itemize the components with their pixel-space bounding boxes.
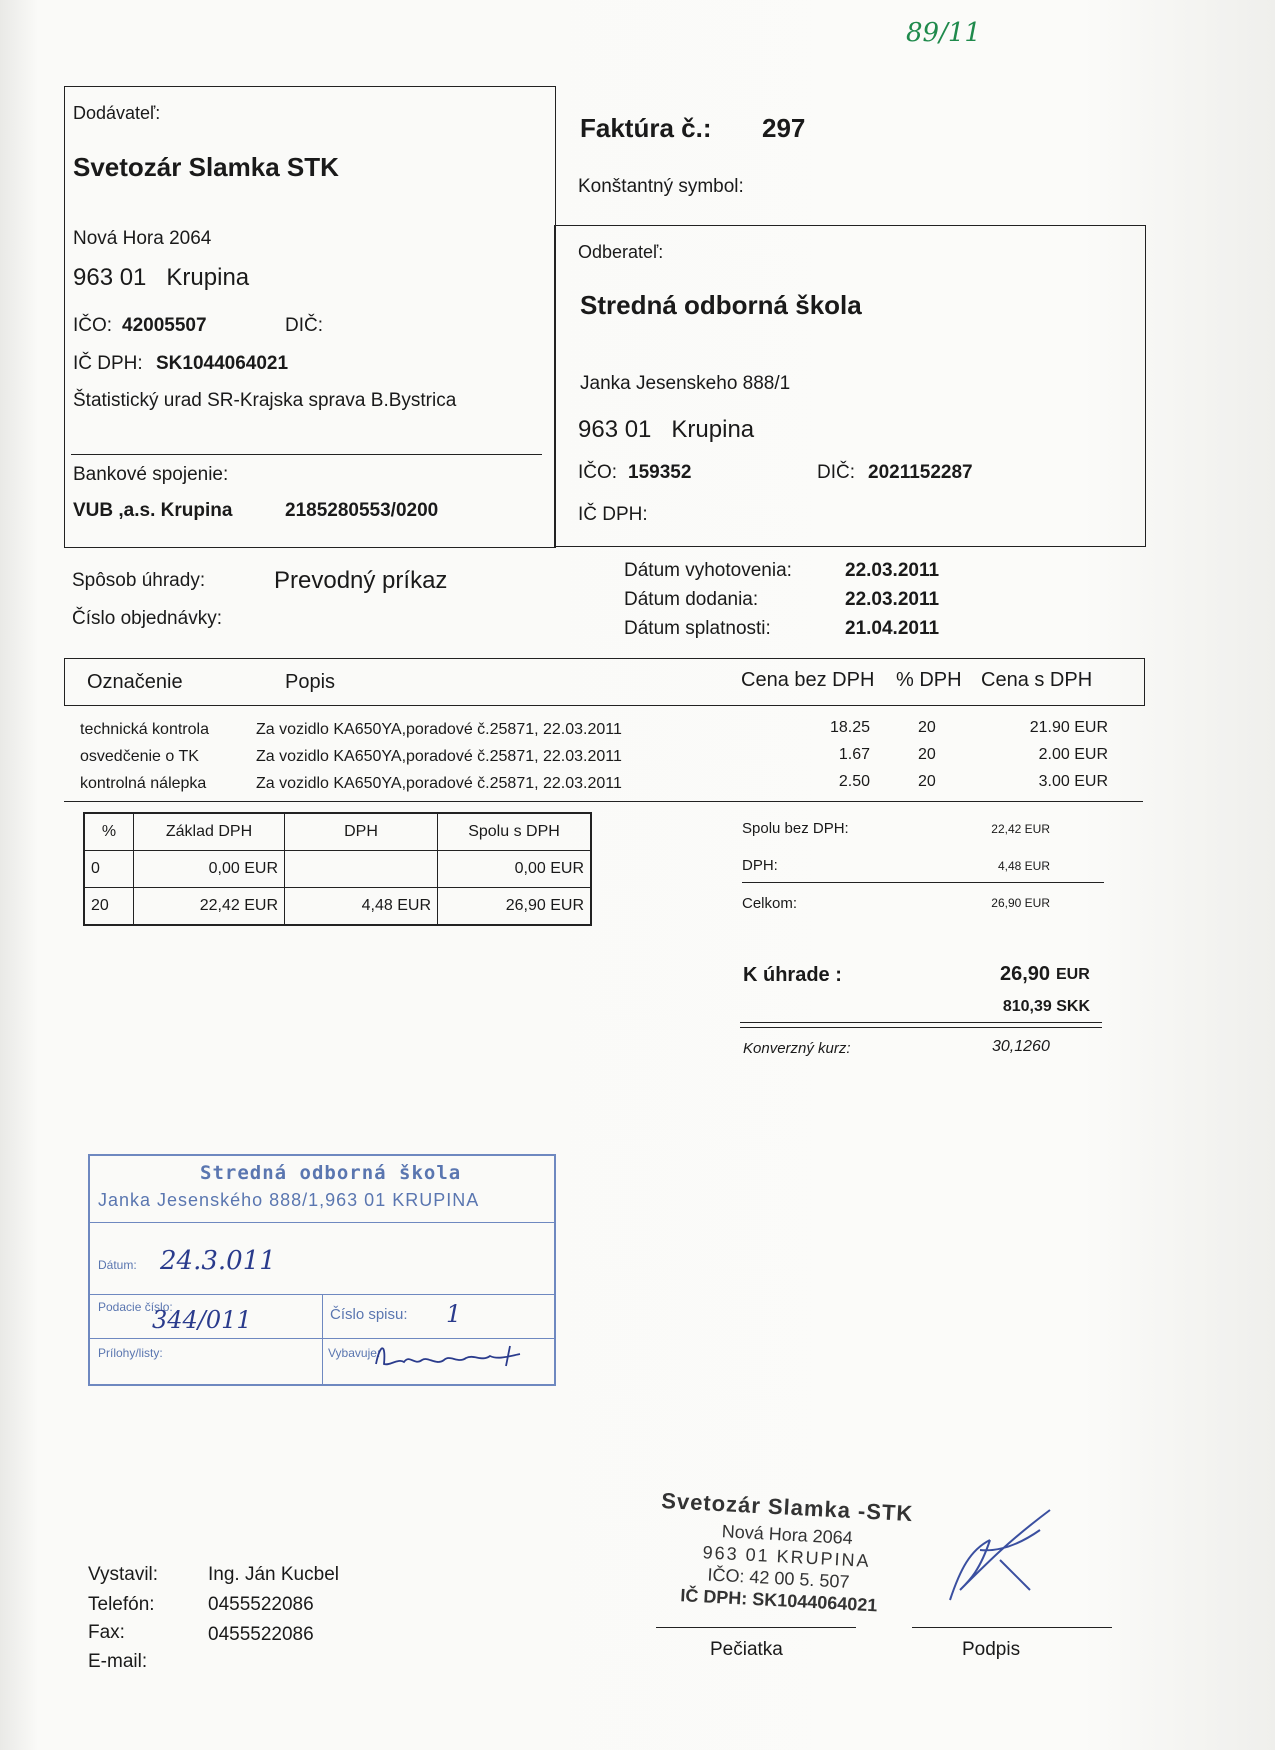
item-net: 1.67 [838, 746, 870, 763]
bank-account: 2185280553/0200 [285, 500, 439, 521]
company-stamp [660, 1488, 942, 1616]
supplier-dic-label: DIČ: [285, 315, 323, 336]
stamp-line2: Janka Jesenského 888/1,963 01 KRUPINA [98, 1190, 480, 1210]
vat-total-label: DPH: [742, 857, 778, 874]
table-header-cell: Spolu s DPH [438, 813, 592, 851]
customer-name: Stredná odborná škola [580, 290, 862, 320]
item-desc: Za vozidlo KA650YA,poradové č.25871, 22.03.2011 [256, 748, 622, 765]
payment-method-label: Spôsob úhrady: [72, 570, 206, 591]
vat-summary-table [83, 812, 592, 926]
net-total: 22,42 EUR [991, 822, 1050, 836]
stamp-date-value: 24.3.011 [160, 1246, 276, 1276]
supplier-name: Svetozár Slamka STK [73, 152, 339, 182]
issued-by-label: Vystavil: [88, 1564, 159, 1585]
item-gross: 2.00 EUR [1038, 746, 1108, 763]
sign-label: Podpis [962, 1639, 1021, 1660]
stamp-filing-value: 344/011 [152, 1306, 252, 1334]
table-row [84, 813, 591, 851]
amount-due-currency: EUR [1056, 966, 1090, 983]
item-net: 18.25 [829, 719, 870, 736]
amount-due-skk: 810,39 SKK [1002, 998, 1090, 1015]
handler-signature [370, 1336, 570, 1376]
table-cell: 0,00 EUR [438, 851, 592, 888]
signature [930, 1500, 1070, 1620]
item-net: 2.50 [838, 773, 870, 790]
phone-label: Telefón: [88, 1594, 155, 1615]
issued-by: Ing. Ján Kucbel [208, 1564, 339, 1585]
item-vat: 20 [918, 773, 936, 790]
invoice-title: Faktúra č.: [580, 113, 712, 143]
due-date-label: Dátum splatnosti: [624, 618, 771, 639]
customer-city: 963 01 Krupina [578, 416, 755, 443]
stamp-label: Pečiatka [710, 1639, 783, 1660]
stamp-attach-label: Prílohy/listy: [98, 1346, 163, 1360]
company-stamp-line4: IČO: 42 00 5. 507 [707, 1564, 850, 1592]
fax-label: Fax: [88, 1622, 125, 1643]
company-stamp-line1: Svetozár Slamka -STK [660, 1488, 914, 1527]
item-vat: 20 [918, 719, 936, 736]
table-cell: 0 [84, 851, 134, 888]
order-number-label: Číslo objednávky: [72, 608, 222, 629]
supplier-label: Dodávateľ: [73, 103, 161, 123]
table-row [84, 888, 591, 926]
stamp-line1: Stredná odborná škola [200, 1162, 462, 1184]
supplier-street: Nová Hora 2064 [73, 228, 212, 249]
payment-method: Prevodný príkaz [274, 567, 448, 594]
delivery-date: 22.03.2011 [845, 589, 940, 610]
customer-dic-label: DIČ: [817, 462, 855, 483]
customer-dic: 2021152287 [868, 462, 973, 483]
item-desc: Za vozidlo KA650YA,poradové č.25871, 22.03.2011 [256, 775, 622, 792]
grand-total: 26,90 EUR [991, 896, 1050, 910]
conversion-rate: 30,1260 [992, 1038, 1050, 1055]
net-total-label: Spolu bez DPH: [742, 820, 849, 837]
fax: 0455522086 [208, 1624, 314, 1645]
items-header-desc: Popis [285, 671, 336, 693]
stamp-file-label: Číslo spisu: [330, 1306, 408, 1323]
stamp-date-label: Dátum: [98, 1258, 137, 1272]
issue-date-label: Dátum vyhotovenia: [624, 560, 792, 581]
amount-due: 26,90 [1000, 963, 1051, 985]
conversion-rate-label: Konverzný kurz: [743, 1040, 851, 1057]
customer-label: Odberateľ: [578, 242, 664, 262]
stamp-filing-label: Podacie číslo: [98, 1300, 173, 1314]
item-desc: Za vozidlo KA650YA,poradové č.25871, 22.03.2011 [256, 721, 622, 738]
issue-date: 22.03.2011 [845, 560, 940, 581]
items-header-vat: % DPH [896, 669, 962, 691]
due-date: 21.04.2011 [845, 618, 940, 639]
item-vat: 20 [918, 746, 936, 763]
customer-ico-label: IČO: [578, 462, 618, 483]
table-cell: 26,90 EUR [438, 888, 592, 926]
bank-label: Bankové spojenie: [73, 464, 229, 485]
supplier-icdph-label: IČ DPH: [73, 353, 143, 374]
table-header-cell: Základ DPH [134, 813, 285, 851]
supplier-city: 963 01 Krupina [73, 264, 250, 291]
received-stamp [88, 1154, 556, 1386]
supplier-registry: Štatistický urad SR-Krajska sprava B.Bystrica [73, 390, 457, 411]
item-gross: 21.90 EUR [1029, 719, 1108, 736]
delivery-date-label: Dátum dodania: [624, 589, 759, 610]
invoice-number: 297 [762, 113, 806, 143]
email-label: E-mail: [88, 1651, 148, 1672]
table-cell: 20 [84, 888, 134, 926]
vat-total: 4,48 EUR [997, 859, 1050, 873]
items-header-code: Označenie [87, 671, 183, 693]
stamp-line [656, 1627, 856, 1628]
handwritten-annotation: 89/11 [906, 18, 981, 48]
table-row [84, 851, 591, 888]
supplier-icdph: SK1044064021 [156, 353, 289, 374]
phone: 0455522086 [208, 1594, 314, 1615]
divider [71, 454, 542, 455]
item-code: kontrolná nálepka [80, 775, 207, 792]
table-header-cell: DPH [285, 813, 438, 851]
item-code: technická kontrola [80, 721, 209, 738]
bank-name: VUB ,a.s. Krupina [73, 500, 233, 521]
table-cell: 22,42 EUR [134, 888, 285, 926]
customer-ico: 159352 [628, 462, 692, 483]
items-header-net: Cena bez DPH [741, 669, 875, 691]
table-cell [285, 851, 438, 888]
company-stamp-line2: Nová Hora 2064 [721, 1521, 854, 1549]
grand-total-label: Celkom: [742, 895, 798, 912]
divider [740, 1022, 1102, 1023]
table-header-cell: % [84, 813, 134, 851]
items-header-gross: Cena s DPH [981, 669, 1093, 691]
constant-symbol-label: Konštantný symbol: [578, 176, 744, 197]
stamp-handler-label: Vybavuje: [328, 1346, 381, 1360]
amount-due-label: K úhrade : [743, 964, 842, 986]
supplier-ico: 42005507 [122, 315, 207, 336]
table-cell: 4,48 EUR [285, 888, 438, 926]
company-stamp-line5: IČ DPH: SK1044064021 [679, 1585, 878, 1616]
supplier-ico-label: IČO: [73, 315, 113, 336]
company-stamp-line3: 963 01 KRUPINA [702, 1542, 872, 1572]
sign-line [912, 1627, 1112, 1628]
item-code: osvedčenie o TK [80, 748, 199, 765]
customer-street: Janka Jesenskeho 888/1 [580, 373, 791, 394]
items-bottom-rule [64, 801, 1143, 802]
table-cell: 0,00 EUR [134, 851, 285, 888]
divider [742, 882, 1104, 883]
item-gross: 3.00 EUR [1038, 773, 1108, 790]
customer-icdph-label: IČ DPH: [578, 504, 648, 525]
divider [740, 1027, 1102, 1028]
stamp-file-value: 1 [446, 1300, 462, 1328]
